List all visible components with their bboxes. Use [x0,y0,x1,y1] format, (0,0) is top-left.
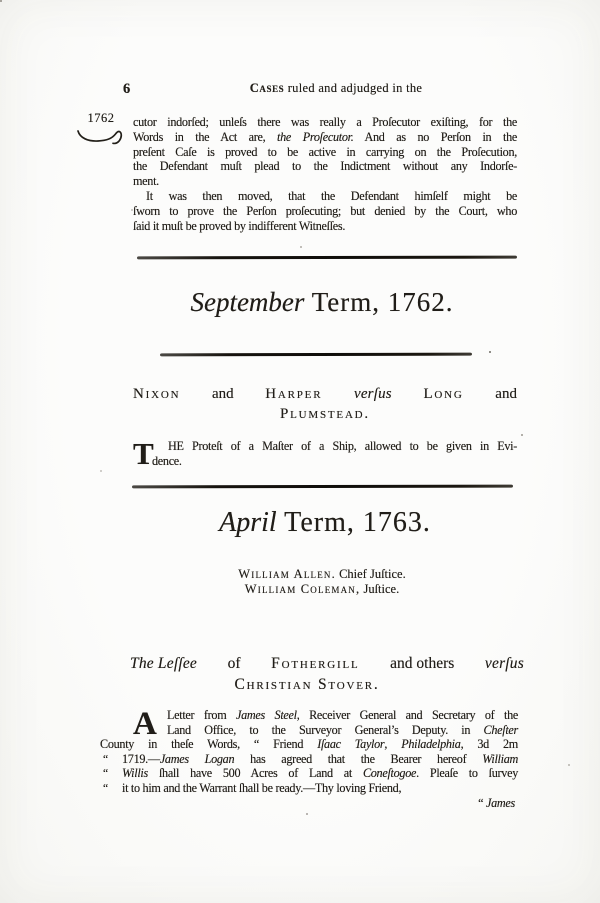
text-line: cutor indorſed; unleſs there was really a Proſecutor exiſting, for the [133,115,517,129]
italic-run: James Steel [235,708,297,722]
text-line: preſent Caſe is proved to be active in carrying on the Proſecution, [133,144,517,159]
italic-run: Coneſtogoe [362,766,417,781]
text-run: “ [478,795,487,810]
running-head-title [250,81,423,96]
text-line: HE Proteſt of a Maſter of a Ship, allowed to be given in Evi- [168,439,517,453]
versus-word: verſus [353,386,392,402]
italic-run: William [482,751,519,766]
running-head [0,81,600,98]
margin-year-note: 1762 [87,111,115,125]
connector: of [227,655,241,672]
justice-title: Chief Juſtice. [335,567,406,581]
scan-noise-specks [0,0,2,2]
justice-line [238,567,405,582]
hanging-quote: “ [103,782,109,795]
text-line [100,752,518,767]
italic-run: James Logan [159,751,235,766]
justice-title: Juſtice. [360,581,400,596]
italic-run: Philadelphia [401,737,461,752]
text-line: dence. [152,453,182,468]
drop-cap: T [133,436,154,471]
term-month: September [190,287,305,317]
drop-cap: A [133,706,157,742]
text-run: Land Office, to the Surveyor General’s Deputy. in [167,722,484,737]
case-title-fothergill-v-stover [130,655,524,693]
case-title-line2: Plumstead. [280,406,370,422]
italic-run: Cheſter [483,722,518,737]
page-number: 6 [123,81,131,97]
italic-run: Willis [122,766,148,781]
case-title-line2: Christian Stover. [234,676,380,693]
text-run: And as no Perſon in the [353,129,517,144]
case-title-line1 [133,386,517,403]
connector: and others [390,655,455,672]
party-name: Fothergill [271,655,360,672]
text-run: Letter from [167,708,236,722]
section-rule [137,256,517,260]
text-run: Words in the Act are, [133,129,278,144]
term-month: April [219,507,277,538]
catchword: James [486,795,515,810]
text-run: ſhall have 500 Acres of Land at [147,766,363,781]
section-rule [132,485,513,489]
conjunction: and [495,386,517,402]
text-run: it to him and the Warrant ſhall be ready.—Thy loving Friend, [122,780,402,795]
running-head-rest: ruled and adjudged in the [284,81,423,95]
case2-letter-paragraph [100,708,518,810]
intro-paragraphs [133,115,517,233]
text-run: has agreed that the Bearer hereof [234,751,483,766]
text-line [100,781,518,796]
party-name: Nixon [133,386,181,402]
hanging-quote: “ [103,768,109,781]
text-line: ſaid it muſt be proved by indifferent Witneſſes. [133,218,346,233]
text-run: 1719.— [122,751,160,766]
versus-word: verſus [484,655,524,672]
margin-brace-ornament [76,128,128,148]
section-rule [160,353,472,356]
italic-run: Iſaac Taylor [317,737,385,752]
text-line: ſworn to prove the Perſon proſecuting; but denied by the Court, who [133,203,517,218]
justices-list [238,567,405,597]
justice-line [238,582,405,597]
text-run: County in theſe Words, “ Friend [100,737,318,752]
party-name: The Leſſee [130,655,197,672]
justice-name: William Allen. [238,567,336,581]
party-name: Harper [265,386,323,402]
justice-name: William Coleman, [244,581,361,596]
text-run: , [384,737,402,752]
case-title-nixon-v-long [133,386,517,423]
term-rest: Term, 1763. [276,507,431,538]
hanging-quote: “ [103,753,109,766]
text-line: the Defendant muſt plead to the Indictment without any Indorſe- [133,159,517,174]
text-run: , Receiver General and Secretary of the [296,708,519,722]
text-run: . Pleaſe to ſurvey [416,766,518,781]
text-line: It was then moved, that the Defendant himſelf might be [146,188,517,203]
text-line [100,766,518,781]
catchword-line [100,796,518,811]
text-run: , 3d 2m [460,737,518,752]
text-line [133,130,517,145]
running-head-cases: Cases [249,81,285,95]
case-title-line1 [130,655,524,672]
party-name: Long [423,386,464,402]
term-heading-september [190,287,453,318]
text-line [100,708,518,723]
conjunction: and [211,386,234,402]
italic-run: the Proſecutor. [277,129,354,144]
term-heading-april [219,507,431,539]
text-line: ment. [133,174,159,189]
text-line [100,723,518,738]
text-line [100,737,518,752]
case1-holding [133,436,517,471]
term-rest: Term, 1762. [304,287,454,317]
